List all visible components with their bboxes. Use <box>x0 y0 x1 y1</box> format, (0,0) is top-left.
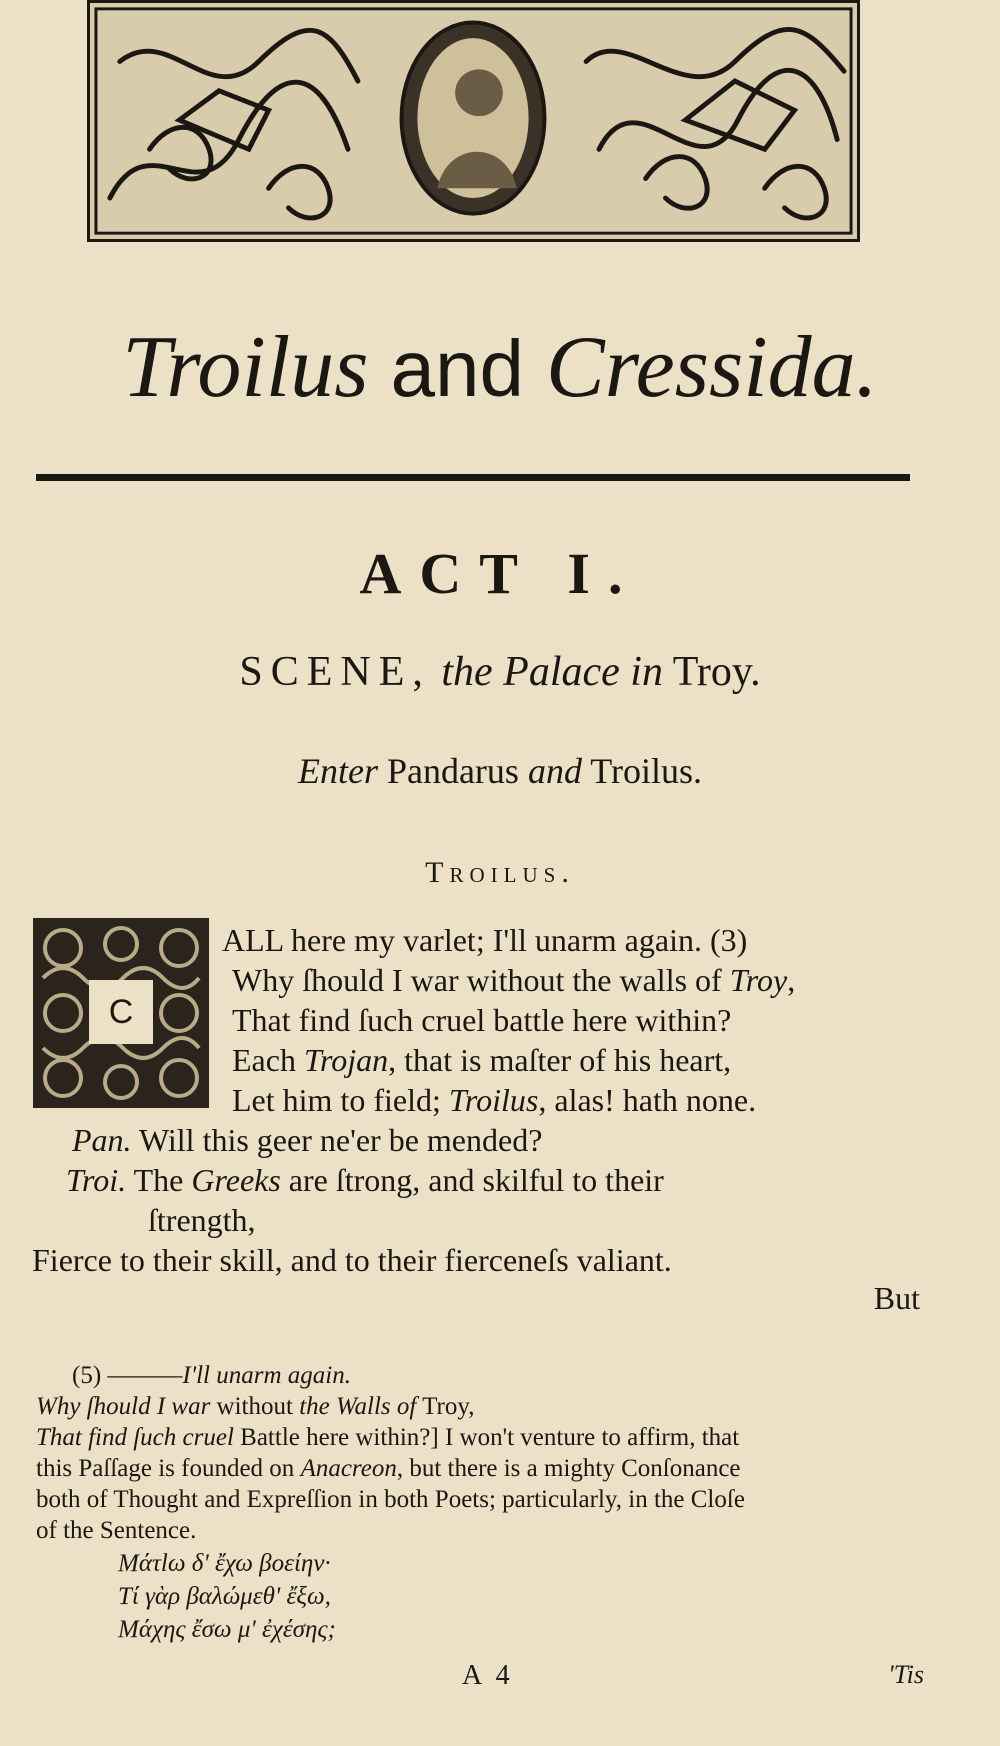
dialogue-pan-speaker: Pan. <box>72 1122 132 1158</box>
footnote-dash: ——— <box>107 1362 183 1389</box>
title-cressida: Cressida. <box>546 319 878 416</box>
dialogue-troi-speaker: Troi. <box>66 1162 127 1198</box>
title-and: and <box>390 324 524 413</box>
verse-line-1: ALL here my varlet; I'll unarm again. (3) <box>222 922 748 958</box>
verse-line-2-c: , <box>787 962 796 998</box>
bottom-catchword: 'Tis <box>888 1660 924 1689</box>
verse-line-2-a: Why ſhould I war without the walls of <box>232 962 730 998</box>
footnote-line-1 <box>72 1360 351 1391</box>
fn4-b: Anacreon <box>300 1455 397 1482</box>
verse-line-2-troy: Troy <box>729 962 788 998</box>
speaker-heading: Troilus. <box>425 856 575 889</box>
fn4-c: , but there is a mighty Conſonance <box>396 1455 741 1482</box>
footnote-line-2 <box>36 1391 475 1422</box>
dialogue-pan-text: Will this geer ne'er be mended? <box>138 1122 543 1158</box>
verse-line-5-c: , alas! hath none. <box>538 1082 757 1118</box>
drop-cap-letter: C <box>89 980 153 1044</box>
scene-label: SCENE, <box>239 649 431 695</box>
footnote-line-3 <box>36 1422 739 1453</box>
act-heading: ACT I. <box>359 541 641 606</box>
scene-the: the <box>441 649 493 695</box>
fn2-a: Why ſhould I war <box>36 1393 211 1420</box>
title-troilus: Troilus <box>122 319 369 416</box>
stage-enter: Enter <box>297 751 378 791</box>
verse-line-4-a: Each <box>232 1042 304 1078</box>
verse-line-5-troilus: Troilus <box>448 1082 539 1118</box>
dialogue-troi <box>66 1160 664 1200</box>
fn4-a: this Paſſage is founded on <box>36 1455 301 1482</box>
drop-cap <box>33 918 209 1108</box>
scene-heading <box>0 648 1000 696</box>
footnote-line-6: of the Sentence. <box>36 1517 197 1544</box>
dialogue-troi-a: The <box>133 1162 192 1198</box>
footnote-num: (5) <box>72 1362 102 1389</box>
fn3-b: Battle here within?] I won't venture to affirm, that <box>233 1424 740 1451</box>
scene-city: Troy. <box>672 649 761 695</box>
verse-line-5 <box>232 1080 756 1120</box>
verse-line-4-trojan: Trojan <box>303 1042 389 1078</box>
scene-in: in <box>630 649 663 695</box>
fn3-a: That find ſuch cruel <box>36 1424 234 1451</box>
verse-line-5-a: Let him to field; <box>232 1082 449 1118</box>
scene-place: Palace <box>503 649 620 695</box>
stage-direction <box>0 750 1000 792</box>
greek-line-1: Μάτlω δ' ἔχω βοείην· <box>118 1550 331 1577</box>
stage-and: and <box>527 751 582 791</box>
verse-line-4-c: , that is maſter of his heart, <box>388 1042 732 1078</box>
greek-line-3: Μάχης ἔσω μ' ἐχέσης; <box>118 1616 336 1643</box>
continuation-1: ſtrength, <box>148 1202 256 1238</box>
stage-char1: Pandarus <box>386 751 519 791</box>
fn2-c: the Walls of <box>299 1393 417 1420</box>
ornamental-headpiece <box>87 0 860 242</box>
fn2-b: without <box>210 1393 300 1420</box>
title-rule <box>36 474 910 481</box>
footnote-line-4 <box>36 1453 741 1484</box>
verse-line-4 <box>232 1040 731 1080</box>
verse-line-3: That find ſuch cruel battle here within? <box>232 1002 732 1038</box>
footnote-lemma: I'll unarm again. <box>182 1362 351 1389</box>
play-title <box>0 318 1000 419</box>
footnote-line-5: both of Thought and Expreſſion in both Poets; particularly, in the Cloſe <box>36 1486 745 1513</box>
fn2-d: Troy, <box>416 1393 475 1420</box>
dialogue-troi-c: are ſtrong, and skilful to their <box>280 1162 664 1198</box>
dialogue-troi-greeks: Greeks <box>191 1162 281 1198</box>
greek-line-2: Τί γὰρ βαλώμεθ' ἔξω, <box>118 1583 331 1610</box>
continuation-2: Fierce to their skill, and to their fierceneſs valiant. <box>32 1242 672 1278</box>
headpiece-ornament-icon <box>90 3 857 239</box>
stage-char2: Troilus. <box>590 751 703 791</box>
signature-mark: A 4 <box>462 1660 514 1691</box>
verse-line-2 <box>232 960 795 1000</box>
dialogue-pan <box>72 1120 542 1160</box>
catchword: But <box>873 1280 920 1316</box>
